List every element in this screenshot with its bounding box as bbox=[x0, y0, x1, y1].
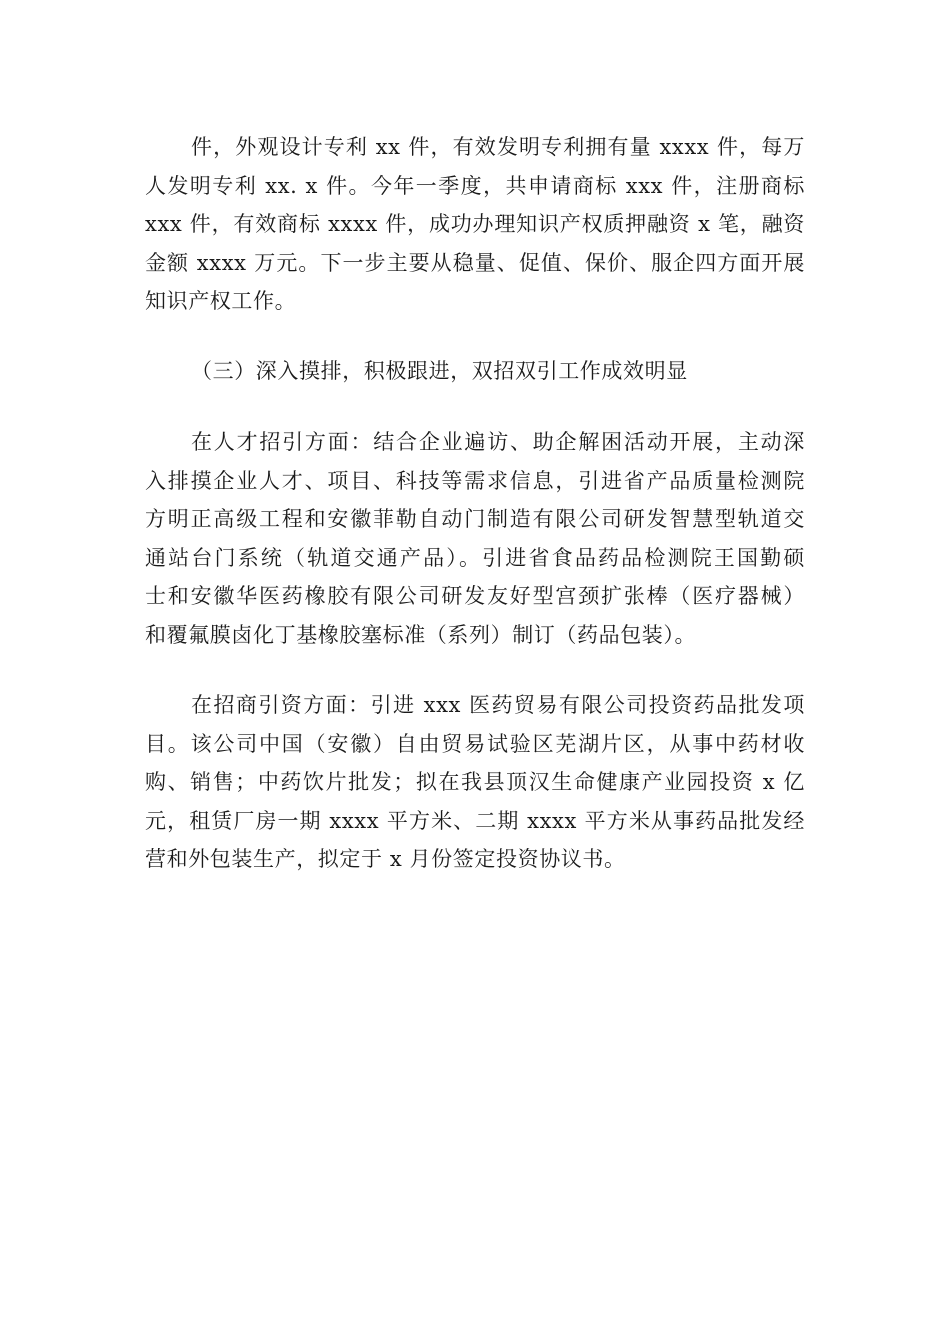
paragraph-line: 购、销售；中药饮片批发；拟在我县顶汉生命健康产业园投资 x 亿 bbox=[145, 770, 805, 794]
paragraph-line: 元，租赁厂房一期 xxxx 平方米、二期 xxxx 平方米从事药品批发经 bbox=[145, 808, 805, 833]
paragraph-line: 目。该公司中国（安徽）自由贸易试验区芜湖片区，从事中药材收 bbox=[145, 731, 805, 756]
paragraph-talent-recruitment bbox=[145, 423, 805, 654]
paragraph-ip-work bbox=[145, 128, 805, 321]
paragraph-line: 知识产权工作。 bbox=[145, 289, 297, 313]
paragraph-line: 士和安徽华医药橡胶有限公司研发友好型宫颈扩张棒（医疗器械） bbox=[145, 584, 805, 608]
section-heading: （三）深入摸排，积极跟进，双招双引工作成效明显 bbox=[191, 358, 688, 383]
paragraph-line: 在招商引资方面：引进 xxx 医药贸易有限公司投资药品批发项 bbox=[191, 693, 805, 717]
paragraph-line: 件，外观设计专利 xx 件，有效发明专利拥有量 xxxx 件，每万 bbox=[191, 135, 805, 159]
paragraph-line: 方明正高级工程和安徽菲勒自动门制造有限公司研发智慧型轨道交 bbox=[145, 507, 805, 531]
paragraph-line: 入排摸企业人才、项目、科技等需求信息，引进省产品质量检测院 bbox=[145, 468, 805, 493]
paragraph-line: 和覆氟膜卤化丁基橡胶塞标准（系列）制订（药品包装）。 bbox=[145, 622, 697, 647]
paragraph-line: 人发明专利 xx. x 件。今年一季度，共申请商标 xxx 件，注册商标 bbox=[145, 173, 805, 198]
paragraph-line: 在人才招引方面：结合企业遍访、助企解困活动开展，主动深 bbox=[191, 430, 805, 454]
paragraph-line: 通站台门系统（轨道交通产品）。引进省食品药品检测院王国勤硕 bbox=[145, 545, 805, 570]
paragraph-line: xxx 件，有效商标 xxxx 件，成功办理知识产权质押融资 x 笔，融资 bbox=[145, 212, 805, 236]
document-body bbox=[145, 128, 805, 879]
paragraph-line: 营和外包装生产，拟定于 x 月份签定投资协议书。 bbox=[145, 847, 626, 871]
paragraph-investment-attraction bbox=[145, 686, 805, 879]
paragraph-line: 金额 xxxx 万元。下一步主要从稳量、促值、保价、服企四方面开展 bbox=[145, 250, 805, 275]
